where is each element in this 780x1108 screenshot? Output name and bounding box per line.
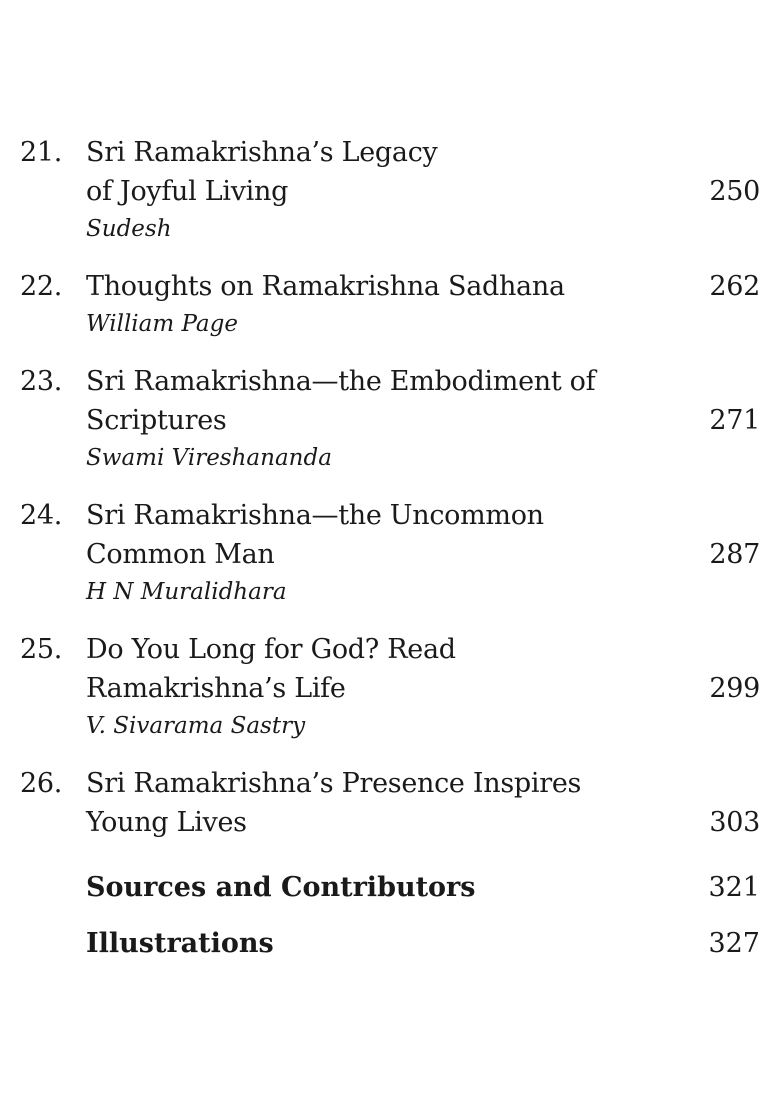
back-matter-page-number: 321 (708, 872, 760, 903)
entry-page-number: 271 (709, 405, 760, 436)
entry-title: Sri Ramakrishna—the Uncommon (86, 500, 544, 531)
back-matter-title: Illustrations (86, 928, 274, 959)
entry-number: 26. (20, 768, 63, 799)
entry-page-number: 299 (709, 673, 760, 704)
toc-entry-21 (0, 133, 780, 247)
back-matter-title: Sources and Contributors (86, 872, 476, 903)
entry-number: 24. (20, 500, 63, 531)
entry-page-number: 287 (709, 539, 760, 570)
entry-author: Sudesh (86, 216, 172, 242)
entry-title: Thoughts on Ramakrishna Sadhana (86, 271, 565, 302)
entry-number: 22. (20, 271, 63, 302)
entry-title: Sri Ramakrishna’s Legacy (86, 137, 438, 168)
entry-title: Sri Ramakrishna—the Embodiment of (86, 366, 596, 397)
entry-number: 25. (20, 634, 63, 665)
entry-title: Do You Long for God? Read (86, 634, 456, 665)
entry-page-number: 250 (709, 176, 760, 207)
toc-entry-22 (0, 267, 780, 342)
toc-entry-26 (0, 764, 780, 842)
entry-author: V. Sivarama Sastry (86, 713, 306, 739)
entry-author: Swami Vireshananda (86, 445, 332, 471)
entry-title-cont: Young Lives (86, 807, 247, 838)
entry-author: H N Muralidhara (86, 579, 287, 605)
entry-title-cont: of Joyful Living (86, 176, 289, 207)
entry-title-cont: Ramakrishna’s Life (86, 673, 346, 704)
toc-entry-sources (0, 860, 780, 916)
entry-page-number: 262 (709, 271, 760, 302)
entry-page-number: 303 (709, 807, 760, 838)
entry-author: William Page (86, 311, 238, 337)
toc-entry-24 (0, 496, 780, 610)
back-matter-page-number: 327 (708, 928, 760, 959)
table-of-contents (0, 133, 780, 972)
toc-entry-23 (0, 362, 780, 476)
entry-title-cont: Scriptures (86, 405, 227, 436)
entry-title-cont: Common Man (86, 539, 275, 570)
entry-title: Sri Ramakrishna’s Presence Inspires (86, 768, 582, 799)
entry-number: 23. (20, 366, 63, 397)
toc-entry-25 (0, 630, 780, 744)
toc-entry-illustrations (0, 916, 780, 972)
entry-number: 21. (20, 137, 63, 168)
